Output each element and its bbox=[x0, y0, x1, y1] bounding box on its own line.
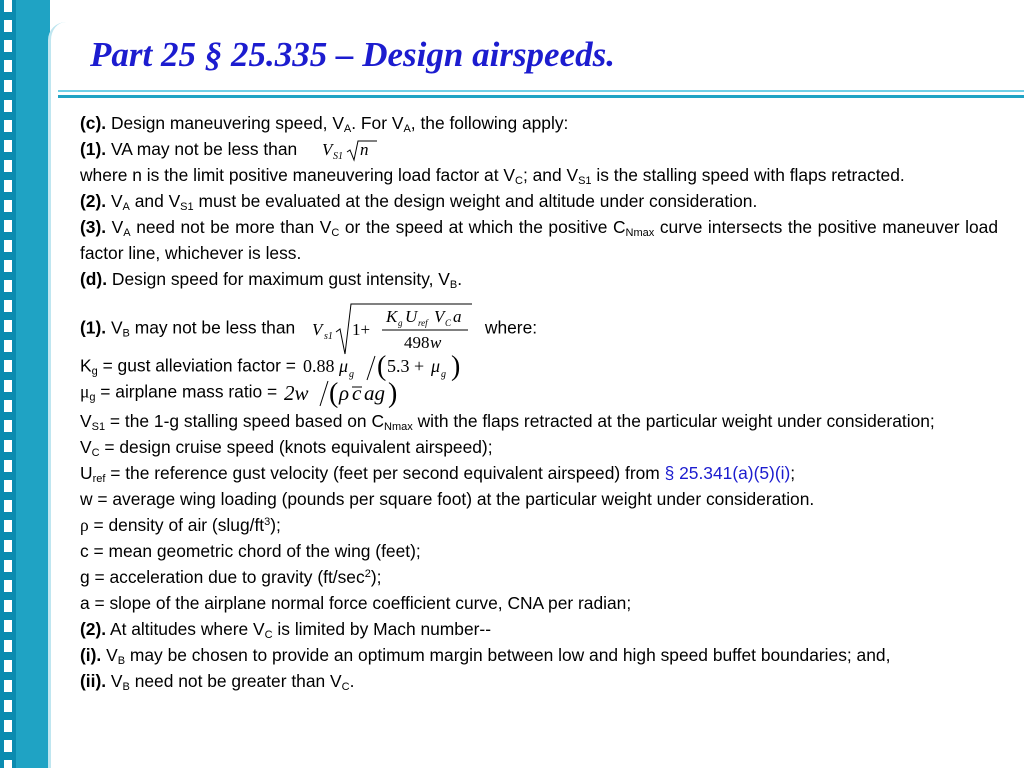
paragraph-a: a = slope of the airplane normal force coefficient curve, CNA per radian; bbox=[80, 593, 632, 614]
svg-text:V: V bbox=[322, 140, 333, 160]
slide-title: Part 25 § 25.335 – Design airspeeds. bbox=[90, 35, 615, 74]
svg-text:0.88: 0.88 bbox=[302, 356, 335, 377]
paragraph-c: (c). Design maneuvering speed, $V_A$. For $V_A$, the following apply: bbox=[80, 113, 569, 135]
svg-text:c: c bbox=[352, 381, 362, 406]
svg-text:n: n bbox=[360, 140, 369, 160]
decorative-arc bbox=[48, 22, 71, 768]
formula-vs1-sqrt-n bbox=[302, 138, 382, 162]
formula-vb-gust bbox=[300, 302, 480, 356]
svg-text:a: a bbox=[453, 307, 462, 327]
paragraph-d1: (1). $V_B$ may not be less than V s1 1+ K g U ref V C a 498 w where: bbox=[80, 302, 998, 348]
paragraph-i: (i). $V_B$ may be chosen to provide an optimum margin between low and high speed buffet boundaries; and, bbox=[80, 645, 891, 668]
paragraph-kg: $K_g$ = gust alleviation factor = 0.88 μ g ( 5.3 + μ g ) bbox=[80, 352, 998, 382]
paragraph-c2: (2). $V_A$ and $V_{S1}$ must be evaluated at the design weight and altitude under consideration. bbox=[80, 191, 758, 214]
svg-text:S1: S1 bbox=[333, 151, 344, 163]
paragraph-rho: ρ = density of air $(slug/ft^3)$; bbox=[80, 515, 281, 536]
svg-text:ρ: ρ bbox=[339, 381, 350, 406]
paragraph-e2: (2). At altitudes where $V_C$ is limited by Mach number-- bbox=[80, 619, 492, 642]
svg-text:5.3 +: 5.3 + bbox=[386, 356, 424, 377]
svg-text:(: ( bbox=[329, 378, 339, 409]
paragraph-vc: $V_C$ = design cruise speed (knots equivalent airspeed); bbox=[80, 437, 493, 460]
paragraph-d: (d). Design speed for maximum gust intensity, $V_B$. bbox=[80, 269, 463, 292]
svg-text:ag: ag bbox=[364, 381, 386, 406]
paragraph-w: w = average wing loading (pounds per square foot) at the particular weight under consideration. bbox=[80, 489, 815, 510]
svg-text:U: U bbox=[405, 307, 418, 327]
svg-text:w: w bbox=[430, 333, 442, 353]
paragraph-c1: (1). VA may not be less than V S1 n bbox=[80, 136, 998, 162]
left-dashed-stripe bbox=[4, 0, 12, 768]
svg-text:1+: 1+ bbox=[352, 320, 371, 340]
paragraph-c-chord: c = mean geometric chord of the wing (feet); bbox=[80, 541, 421, 562]
paragraph-vs1: $V_{S1}$ = the 1-g stalling speed based on $C_{Nmax}$ with the flaps retracted at the particular weight under consideration; bbox=[80, 411, 935, 434]
svg-text:V: V bbox=[312, 320, 323, 340]
section-25-341-link[interactable]: § 25.341(a)(5)(i) bbox=[664, 463, 791, 484]
title-rule bbox=[58, 90, 1024, 98]
svg-text:K: K bbox=[386, 307, 398, 327]
slide-body bbox=[80, 110, 998, 694]
svg-text:V: V bbox=[434, 307, 445, 327]
paragraph-mu: $\mu_g$ = airplane mass ratio = 2w ( ρ c ag ) bbox=[80, 378, 998, 408]
svg-text:s1: s1 bbox=[324, 331, 333, 343]
paragraph-where-n: where n is the limit positive maneuvering load factor at $V_C$; and $V_{S1}$ is the stalling speed with flaps retracted. bbox=[80, 165, 905, 188]
paragraph-g: g = acceleration due to gravity $(ft/\sec^2)$; bbox=[80, 567, 382, 588]
svg-text:g: g bbox=[348, 369, 354, 381]
svg-text:ref: ref bbox=[418, 318, 428, 329]
svg-text:μ: μ bbox=[338, 356, 348, 377]
paragraph-ii: (ii). $V_B$ need not be greater than $V_C$. bbox=[80, 671, 355, 694]
svg-text:498: 498 bbox=[404, 333, 430, 353]
svg-text:2w: 2w bbox=[284, 381, 309, 406]
svg-text:g: g bbox=[398, 318, 403, 329]
formula-mu bbox=[282, 378, 422, 408]
svg-text:μ: μ bbox=[430, 356, 440, 377]
paragraph-c3: (3). $V_A$ need not be more than $V_C$ or the speed at which the positive $C_{Nmax}$ curve intersects the positive maneuver load factor line, whichever is less. bbox=[80, 217, 998, 264]
svg-text:(: ( bbox=[376, 352, 387, 383]
svg-text:C: C bbox=[445, 318, 452, 329]
svg-text:): ) bbox=[450, 352, 461, 383]
paragraph-uref: $U_{ref}$ = the reference gust velocity (feet per second equivalent airspeed) from § 25.341(a)(5)(i); bbox=[80, 463, 796, 486]
svg-text:): ) bbox=[388, 378, 398, 409]
svg-text:g: g bbox=[440, 369, 446, 381]
